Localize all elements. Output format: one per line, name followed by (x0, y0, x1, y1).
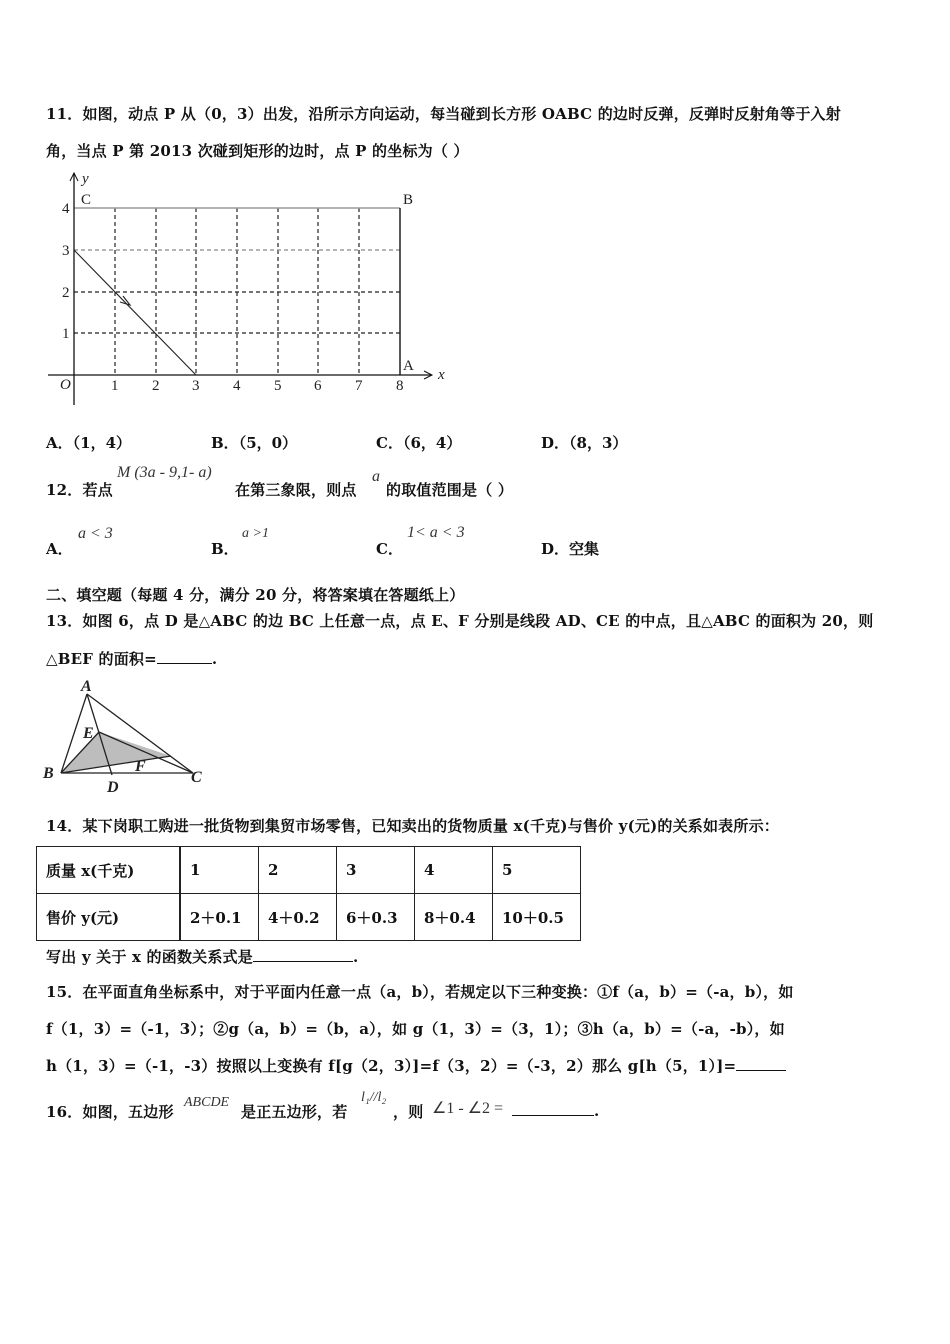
table-cell: 1 (180, 847, 259, 894)
corner-label-a: A (403, 358, 414, 374)
q16-math-shape: ABCDE (184, 1095, 230, 1110)
origin-label: O (60, 377, 71, 393)
q12-math-point: M (3a - 9,1- a) (117, 464, 212, 481)
q12-option-c-math: 1< a < 3 (407, 524, 465, 541)
corner-label-b: B (403, 192, 414, 208)
table-row (37, 847, 581, 894)
label-c: C (191, 769, 202, 786)
q12-option-d: D．空集 (541, 540, 600, 558)
q13-line2: △BEF 的面积= . (46, 650, 218, 668)
table-cell: 4＋0.2 (259, 894, 337, 941)
q14-intro: 14．某下岗职工购进一批货物到集贸市场零售，已知卖出的货物质量 x(千克)与售价 y(元)的关系如表所示： (46, 817, 779, 835)
q14-table (36, 846, 581, 941)
q16-prefix: 16．如图，五边形 (46, 1103, 174, 1121)
grid-lines (74, 208, 400, 375)
q11-option-a: A．（1，4） (46, 434, 132, 452)
table-cell: 10＋0.5 (493, 894, 581, 941)
triangle-bef-shaded (61, 732, 171, 773)
table-cell: 2＋0.1 (180, 894, 259, 941)
x-tick-1: 1 (111, 378, 119, 394)
label-b: B (43, 765, 54, 782)
label-f: F (135, 758, 146, 775)
q16-math-parallel: l₁//l₂ (361, 1090, 387, 1105)
q14-answer-blank[interactable] (253, 947, 353, 962)
label-e: E (83, 725, 94, 742)
label-d: D (107, 779, 119, 796)
x-tick-3: 3 (192, 378, 200, 394)
q11-option-d: D．（8，3） (541, 434, 628, 452)
table-cell: 6＋0.3 (337, 894, 415, 941)
table-cell: 5 (493, 847, 581, 894)
q12-option-a-math: a < 3 (78, 525, 113, 542)
y-tick-2: 2 (62, 285, 70, 301)
q16-math-expr: ∠1 - ∠2 = (432, 1100, 504, 1117)
q12-option-b-math: a >1 (242, 526, 269, 541)
q12-suffix: 的取值范围是（ ） (386, 481, 514, 499)
path-of-p (74, 250, 196, 375)
row-header-mass: 质量 x(千克) (37, 847, 181, 894)
corner-label-c: C (81, 192, 92, 208)
y-tick-3: 3 (62, 243, 70, 259)
q16-middle: 是正五边形，若 (241, 1103, 348, 1121)
q11-option-c: C．（6，4） (376, 434, 462, 452)
x-tick-6: 6 (314, 378, 322, 394)
q12-option-a-label: A． (46, 540, 73, 558)
x-tick-4: 4 (233, 378, 241, 394)
q15-line1: 15．在平面直角坐标系中，对于平面内任意一点（a，b），若规定以下三种变换：①f（a，b）=（-a，b），如 (46, 983, 794, 1001)
q11-option-b: B．（5，0） (211, 434, 298, 452)
y-axis-label: y (82, 171, 89, 187)
q15-line2: f（1，3）=（-1，3）；②g（a，b）=（b，a），如 g（1，3）=（3，1）；③h（a，b）=（-a，-b），如 (46, 1020, 785, 1038)
q13-triangle-figure (35, 672, 215, 797)
q11-coordinate-figure (40, 165, 460, 410)
q12-prefix: 12．若点 (46, 481, 113, 499)
q12-option-b-label: B． (211, 540, 239, 558)
section-heading-fill-in: 二、填空题（每题 4 分，满分 20 分，将答案填在答题纸上） (46, 586, 465, 604)
x-tick-2: 2 (152, 378, 160, 394)
q11-line2: 角，当点 P 第 2013 次碰到矩形的边时，点 P 的坐标为（ ） (46, 142, 469, 160)
q12-middle: 在第三象限，则点 (235, 481, 357, 499)
q16-comma: ，则 (393, 1103, 424, 1121)
y-tick-4: 4 (62, 201, 70, 217)
q14-ask: 写出 y 关于 x 的函数关系式是 . (46, 948, 359, 966)
x-tick-5: 5 (274, 378, 282, 394)
direction-arrow-icon (120, 296, 130, 305)
table-cell: 4 (415, 847, 493, 894)
q11-line1: 11．如图，动点 P 从（0，3）出发，沿所示方向运动，每当碰到长方形 OABC 的边时反弹，反弹时反射角等于入射 (46, 105, 841, 123)
table-cell: 2 (259, 847, 337, 894)
q15-answer-blank[interactable] (736, 1056, 786, 1071)
table-cell: 3 (337, 847, 415, 894)
row-header-price: 售价 y(元) (37, 894, 181, 941)
q12-math-var: a (372, 468, 380, 485)
x-tick-7: 7 (355, 378, 363, 394)
x-axis-label: x (438, 367, 445, 383)
table-cell: 8＋0.4 (415, 894, 493, 941)
q16-answer-blank[interactable] (512, 1101, 594, 1116)
table-row (37, 894, 581, 941)
q13-answer-blank[interactable] (157, 649, 212, 664)
q16-answer: . (512, 1101, 599, 1120)
y-tick-1: 1 (62, 326, 70, 342)
q13-line1: 13．如图 6，点 D 是△ABC 的边 BC 上任意一点，点 E、F 分别是线段 AD、CE 的中点，且△ABC 的面积为 20，则 (46, 612, 874, 630)
label-a: A (81, 678, 92, 695)
x-tick-8: 8 (396, 378, 404, 394)
q15-line3: h（1，3）=（-1，-3）按照以上变换有 f[g（2，3）]=f（3，2）=（-3，2）那么 g[h（5，1）]= (46, 1055, 786, 1076)
q12-option-c-label: C． (376, 540, 403, 558)
